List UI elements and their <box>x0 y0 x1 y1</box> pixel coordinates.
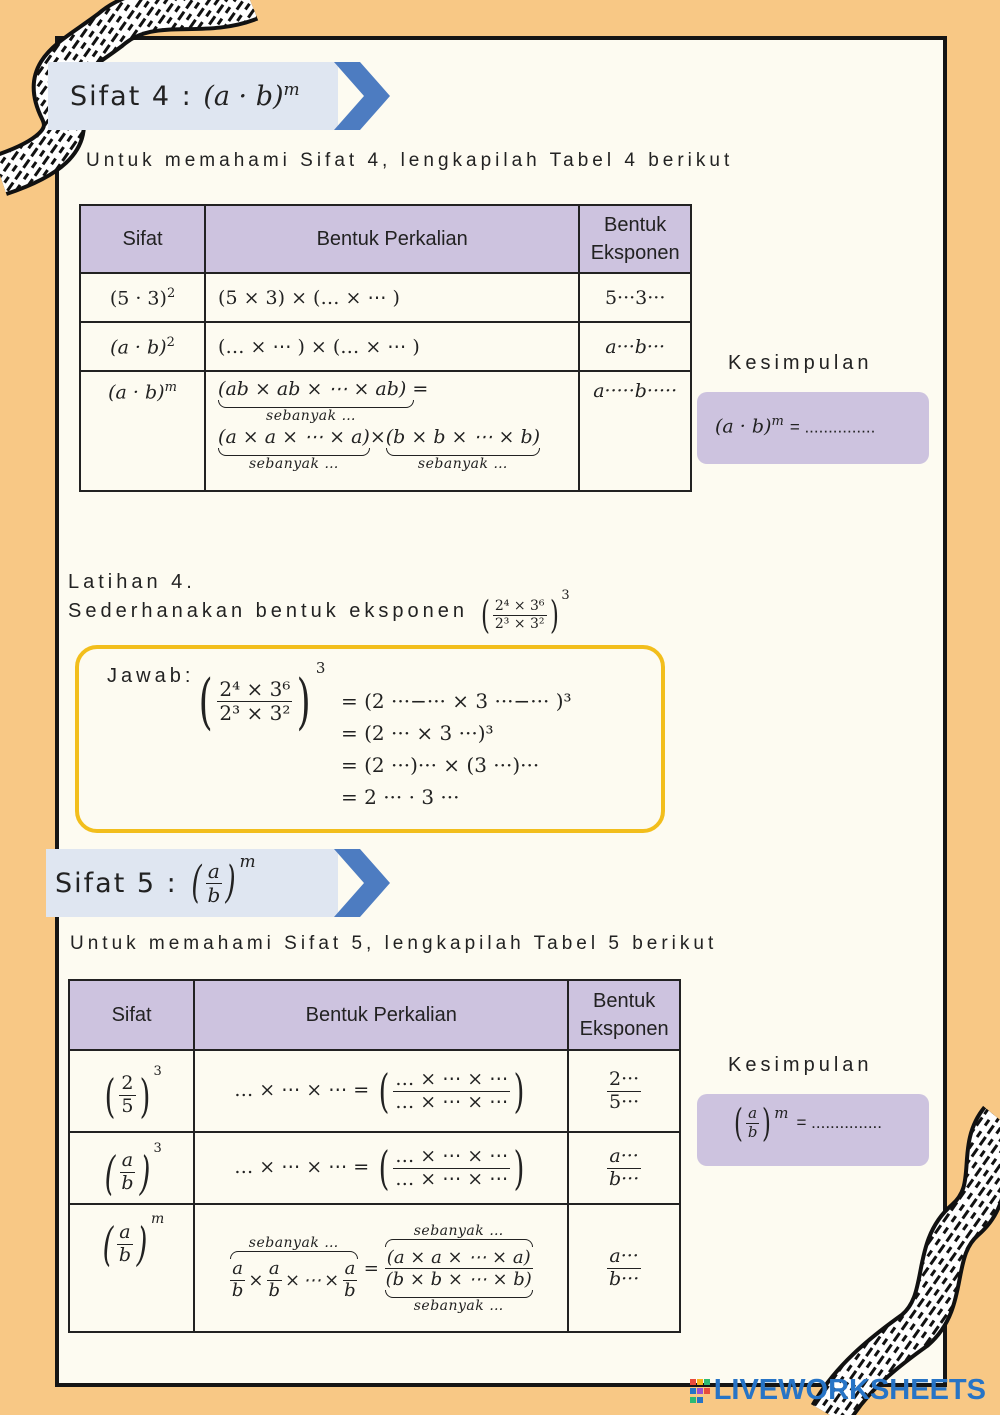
latihan-4-title: Latihan 4. <box>68 571 196 593</box>
tabel-4 <box>79 204 692 492</box>
jawab-steps[interactable] <box>341 685 572 813</box>
sifat-cell: ( $\frac{2}{5}$ ) $^3$ <box>69 1050 194 1132</box>
perkalian-cell[interactable]: (… × ⋯ ) × (… × ⋯ ) <box>205 322 579 371</box>
perkalian-cell[interactable]: … × ⋯ × ⋯ = ( $\frac{\dots \times \cdots \times \cdots}{\dots \times \cdots \times \cdots}$ ) <box>194 1050 568 1132</box>
table-row <box>80 273 691 322</box>
table-row <box>69 1132 680 1204</box>
kesimpulan-4-box[interactable]: $(a \cdot b)^m$ = ............... <box>697 392 929 464</box>
header-sifat: Sifat <box>69 980 194 1050</box>
eksponen-cell[interactable]: $\frac{a\cdot\cdot\cdot}{b\cdot\cdot\cdot}$ <box>568 1132 680 1204</box>
sifat-cell: $(a \cdot b)^m$ <box>80 371 205 491</box>
header-bentuk-eksponen: Bentuk Eksponen <box>579 205 691 273</box>
sifat-cell: $(a \cdot b)^2$ <box>80 322 205 371</box>
sifat-5-banner <box>46 849 338 917</box>
perkalian-cell[interactable]: (ab × ab × ⋯ × ab) = sebanyak … (a × a × ⋯ × a) sebanyak … × (b × b × ⋯ × b) sebanyak … <box>205 371 579 491</box>
sifat-4-title: Sifat 4 : $(a \cdot b)^m$ <box>70 80 300 112</box>
header-bentuk-eksponen: Bentuk Eksponen <box>568 980 680 1050</box>
header-sifat: Sifat <box>80 205 205 273</box>
eksponen-cell[interactable]: a···b··· <box>579 322 691 371</box>
header-bentuk-perkalian: Bentuk Perkalian <box>194 980 568 1050</box>
eksponen-cell[interactable]: 5···3··· <box>579 273 691 322</box>
perkalian-cell[interactable]: sebanyak … $\frac{a}{b}$ × $\frac{a}{b}$ × ⋯ × $\frac{a}{b}$ = sebanyak … (a × a × ⋯ × a) (b × b × ⋯ × b) sebanyak … <box>194 1204 568 1332</box>
chevron-right-icon <box>334 849 390 917</box>
perkalian-cell[interactable]: … × ⋯ × ⋯ = ( $\frac{\dots \times \cdots \times \cdots}{\dots \times \cdots \times \cdots}$ ) <box>194 1132 568 1204</box>
sifat-5-title: Sifat 5 : ( $\frac{a}{b}$ ) $^m$ <box>55 851 256 908</box>
liveworksheets-logo: LIVEWORKSHEETS <box>690 1374 986 1407</box>
sifat-cell: $(5 \cdot 3)^2$ <box>80 273 205 322</box>
sifat-5-intro: Untuk memahami Sifat 5, lengkapilah Tabel 5 berikut <box>70 933 718 954</box>
kesimpulan-5-box[interactable]: ( $\frac{a}{b}$ ) m = ............... <box>697 1094 929 1166</box>
jawab-step[interactable]: = (2 ···)··· × (3 ···)··· <box>341 753 540 777</box>
jawab-step[interactable]: = (2 ··· × 3 ···)³ <box>341 721 494 745</box>
tabel-5 <box>68 979 681 1333</box>
eksponen-cell[interactable]: a·····b····· <box>579 371 691 491</box>
table-row <box>80 371 691 491</box>
table-row <box>69 1050 680 1132</box>
table-row <box>69 1204 680 1332</box>
perkalian-cell[interactable]: (5 × 3) × (… × ⋯ ) <box>205 273 579 322</box>
eksponen-cell[interactable]: $\frac{a\cdot\cdot\cdot}{b\cdot\cdot\cdot}$ <box>568 1204 680 1332</box>
chevron-right-icon <box>334 62 390 130</box>
logo-icon <box>690 1379 710 1403</box>
kesimpulan-5-label: Kesimpulan <box>728 1054 873 1076</box>
latihan-4-prompt: Sederhanakan bentuk eksponen ( $\frac{\text{2⁴ × 3⁶}}{\text{2³ × 3²}}$ ) $^3$ <box>68 588 570 637</box>
sifat-cell: ( $\frac{a}{b}$ ) $^3$ <box>69 1132 194 1204</box>
jawab-step[interactable]: = (2 ···−··· × 3 ···−··· )³ <box>341 689 572 713</box>
sifat-cell: ( $\frac{a}{b}$ ) $^m$ <box>69 1204 194 1332</box>
jawab-step[interactable]: = 2 ··· · 3 ··· <box>341 785 460 809</box>
jawab-box <box>75 645 665 833</box>
eksponen-cell[interactable]: $\frac{2\cdot\cdot\cdot}{5\cdot\cdot\cdot}$ <box>568 1050 680 1132</box>
kesimpulan-4-label: Kesimpulan <box>728 352 873 374</box>
table-row <box>80 322 691 371</box>
jawab-label: Jawab: <box>107 665 195 687</box>
jawab-expression: ( $\frac{\text{2⁴ × 3⁶}}{\text{2³ × 3²}}$ ) $^3$ <box>198 659 326 737</box>
header-bentuk-perkalian: Bentuk Perkalian <box>205 205 579 273</box>
sifat-4-banner <box>48 62 338 130</box>
sifat-4-intro: Untuk memahami Sifat 4, lengkapilah Tabel 4 berikut <box>86 150 734 171</box>
